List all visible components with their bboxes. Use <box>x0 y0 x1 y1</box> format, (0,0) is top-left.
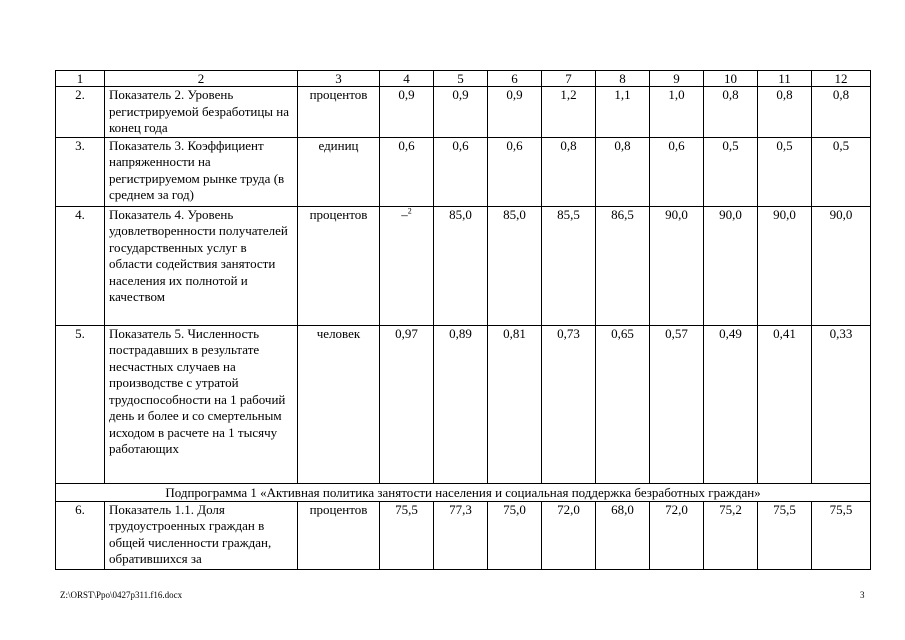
value-cell: 0,97 <box>380 325 434 483</box>
value-cell: 0,81 <box>488 325 542 483</box>
footnote-mark: 2 <box>407 206 412 216</box>
unit-cell: процентов <box>298 206 380 325</box>
value-cell: 0,41 <box>758 325 812 483</box>
value-cell: 0,57 <box>650 325 704 483</box>
value-cell: 0,8 <box>758 87 812 138</box>
value-cell: 0,73 <box>542 325 596 483</box>
subprogram-title: Подпрограмма 1 «Активная политика занятости населения и социальная поддержка безработных граждан» <box>56 483 871 501</box>
row-number: 6. <box>56 501 105 569</box>
value-cell: 90,0 <box>650 206 704 325</box>
value-cell: 0,6 <box>434 137 488 206</box>
value-cell: 0,89 <box>434 325 488 483</box>
indicator-name: Показатель 1.1. Доля трудоустроенных граждан в общей численности граждан, обратившихся за <box>105 501 298 569</box>
table-row <box>56 325 871 483</box>
value-cell: 0,8 <box>704 87 758 138</box>
value-cell: 1,1 <box>596 87 650 138</box>
indicators-table <box>55 70 871 570</box>
value-cell: 0,6 <box>488 137 542 206</box>
header-cell: 3 <box>298 71 380 87</box>
value-cell: 90,0 <box>812 206 871 325</box>
value-cell: 68,0 <box>596 501 650 569</box>
row-number: 2. <box>56 87 105 138</box>
value-cell: 75,5 <box>380 501 434 569</box>
value-cell: 0,8 <box>812 87 871 138</box>
value-cell: 75,5 <box>812 501 871 569</box>
header-row <box>56 71 871 87</box>
header-cell: 10 <box>704 71 758 87</box>
value-cell: 0,9 <box>380 87 434 138</box>
value-cell: 75,2 <box>704 501 758 569</box>
header-cell: 6 <box>488 71 542 87</box>
unit-cell: процентов <box>298 87 380 138</box>
row-number: 4. <box>56 206 105 325</box>
value-cell: 77,3 <box>434 501 488 569</box>
header-cell: 11 <box>758 71 812 87</box>
value-cell: 85,5 <box>542 206 596 325</box>
value-cell: 0,5 <box>704 137 758 206</box>
value-cell: 0,65 <box>596 325 650 483</box>
value-cell: 90,0 <box>704 206 758 325</box>
value-cell: 75,5 <box>758 501 812 569</box>
value-cell: 85,0 <box>488 206 542 325</box>
subprogram-row <box>56 483 871 501</box>
value-cell: 85,0 <box>434 206 488 325</box>
header-cell: 4 <box>380 71 434 87</box>
unit-cell: процентов <box>298 501 380 569</box>
table-row <box>56 501 871 569</box>
value-cell: 72,0 <box>542 501 596 569</box>
value-cell: 0,8 <box>596 137 650 206</box>
indicator-name: Показатель 5. Численность пострадавших в результате несчастных случаев на производстве с утратой трудоспособности на 1 рабочий день и более и со смертельным исходом в расчете на 1 тысячу работающих <box>105 325 298 483</box>
header-cell: 9 <box>650 71 704 87</box>
dash-value: – <box>401 206 408 222</box>
page-number: 3 <box>860 590 865 600</box>
header-cell: 7 <box>542 71 596 87</box>
value-cell: 0,9 <box>488 87 542 138</box>
header-cell: 5 <box>434 71 488 87</box>
header-cell: 2 <box>105 71 298 87</box>
unit-cell: единиц <box>298 137 380 206</box>
header-cell: 8 <box>596 71 650 87</box>
header-cell: 12 <box>812 71 871 87</box>
header-cell: 1 <box>56 71 105 87</box>
value-cell: 0,5 <box>812 137 871 206</box>
value-cell: 0,49 <box>704 325 758 483</box>
value-cell: 0,9 <box>434 87 488 138</box>
table-row <box>56 206 871 325</box>
value-cell: 90,0 <box>758 206 812 325</box>
value-cell: 0,8 <box>542 137 596 206</box>
value-cell: 72,0 <box>650 501 704 569</box>
value-cell: 1,0 <box>650 87 704 138</box>
value-cell: 1,2 <box>542 87 596 138</box>
value-cell: 0,6 <box>380 137 434 206</box>
unit-cell: человек <box>298 325 380 483</box>
indicator-name: Показатель 4. Уровень удовлетворенности получателей государственных услуг в области содействия занятости населения их полнотой и качеством <box>105 206 298 325</box>
value-cell: 0,6 <box>650 137 704 206</box>
indicator-name: Показатель 3. Коэффициент напряженности на регистрируемом рынке труда (в среднем за год) <box>105 137 298 206</box>
value-cell: 0,5 <box>758 137 812 206</box>
indicator-name: Показатель 2. Уровень регистрируемой безработицы на конец года <box>105 87 298 138</box>
value-cell: 0,33 <box>812 325 871 483</box>
table-row <box>56 87 871 138</box>
value-cell: 86,5 <box>596 206 650 325</box>
value-cell: 75,0 <box>488 501 542 569</box>
row-number: 5. <box>56 325 105 483</box>
table-row <box>56 137 871 206</box>
footer-file-path: Z:\ORST\Ppo\0427p311.f16.docx <box>60 590 183 600</box>
value-cell <box>380 206 434 325</box>
row-number: 3. <box>56 137 105 206</box>
